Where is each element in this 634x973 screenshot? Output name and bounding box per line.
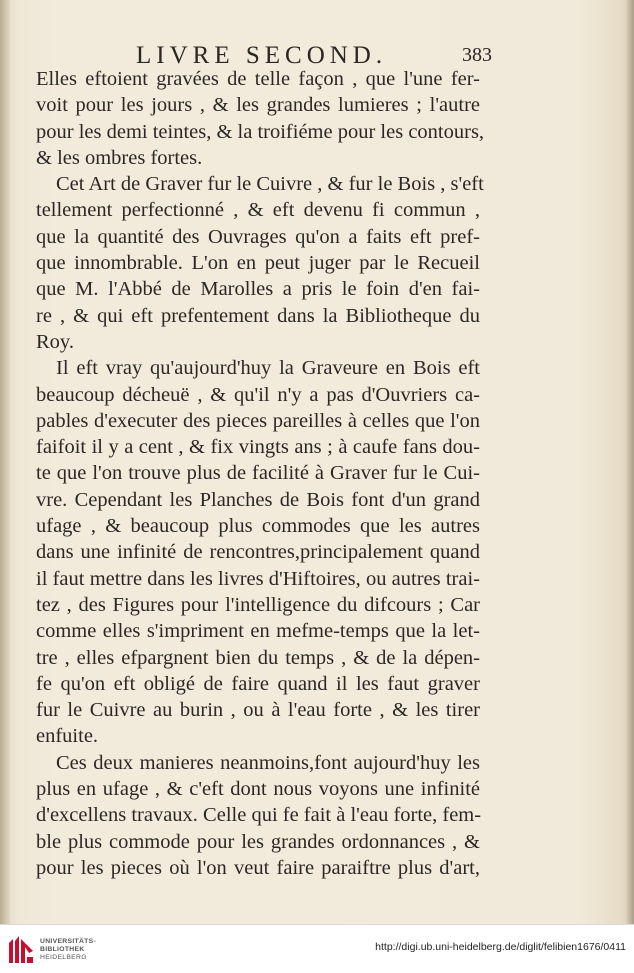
text-line: que innombrable. L'on en peut juger par le Recueil (36, 252, 480, 275)
text-line: te que l'on trouve plus de facilité à Graver fur le Cui- (36, 462, 480, 485)
text-line: voit pour les jours , & les grandes lumieres ; l'autre (36, 94, 480, 117)
text-line: ble plus commode pour les grandes ordonnances , & (36, 830, 480, 853)
text-line: faifoit il y a cent , & fix vingts ans ; à caufe fans dou- (36, 436, 480, 459)
text-line: Ces deux manieres neanmoins,font aujourd'huy les (56, 751, 480, 774)
library-name-line: HEIDELBERG (40, 954, 87, 961)
text-line: enfuite. (36, 725, 99, 748)
text-line: que M. l'Abbé de Marolles a pris le foin d'en fai- (36, 278, 480, 301)
text-line: Elles eftoient gravées de telle façon , que l'une fer- (36, 68, 480, 90)
text-line: que la quantité des Ouvrages qu'on a faits eft pref- (36, 225, 480, 248)
text-line: tez , des Figures pour l'intelligence du difcours ; Car (36, 593, 480, 616)
text-line: re , & qui eft prefentement dans la Bibliotheque du (36, 304, 480, 327)
library-name-line: UNIVERSITÄTS- (40, 938, 97, 945)
text-line: pour les demi teintes, & la troifiéme pour les contours, (36, 120, 485, 143)
running-title: LIVRE SECOND. (136, 42, 388, 69)
library-logo-icon[interactable] (6, 933, 36, 965)
text-line: dans une infinité de rencontres,principalement quand (36, 541, 480, 564)
text-line: tre , elles efpargnent bien du temps , & de la dépen- (36, 646, 480, 669)
text-line: il faut mettre dans les livres d'Hiftoires, ou autres trai- (36, 567, 480, 590)
library-name-line: BIBLIOTHEK (40, 946, 85, 953)
text-line: fe qu'on eft obligé de faire quand il les faut graver (36, 672, 480, 695)
text-line: vre. Cependant les Planches de Bois font d'un grand (36, 488, 480, 511)
text-line: ufage , & beaucoup plus commodes que les autres (36, 515, 480, 538)
text-line: pables d'executer des pieces pareilles à celles que l'on (36, 409, 480, 432)
library-name[interactable] (40, 938, 96, 962)
viewer-footer (0, 924, 634, 973)
text-line: tellement perfectionné , & eft devenu fi commun , (36, 199, 480, 222)
text-line: fur le Cuivre au burin , ou à l'eau forte , & les tirer (36, 699, 480, 722)
text-line: & les ombres fortes. (36, 146, 203, 169)
page-edge (626, 0, 634, 924)
text-line: Cet Art de Graver fur le Cuivre , & fur le Bois , s'eft (56, 173, 484, 196)
text-line: d'excellens travaux. Celle qui fe fait à l'eau forte, fem- (36, 804, 482, 827)
page-number: 383 (462, 44, 492, 66)
text-line: beaucoup décheuë , & qu'il n'y a pas d'Ouvriers ca- (36, 383, 480, 406)
text-line: Roy. (36, 330, 74, 353)
text-line: plus en ufage , & c'eft dont nous voyons une infinité (36, 778, 480, 801)
book-gutter (0, 0, 10, 924)
text-line: Il eft vray qu'aujourd'huy la Graveure en Bois eft (56, 357, 480, 380)
body-text (36, 66, 485, 881)
text-line: comme elles s'impriment en mefme-temps que la let- (36, 620, 480, 643)
text-line: pour les pieces où l'on veut faire paraiftre plus d'art, (36, 856, 480, 879)
permalink-url[interactable]: http://digi.ub.uni-heidelberg.de/diglit/felibien1676/0411 (375, 941, 626, 953)
